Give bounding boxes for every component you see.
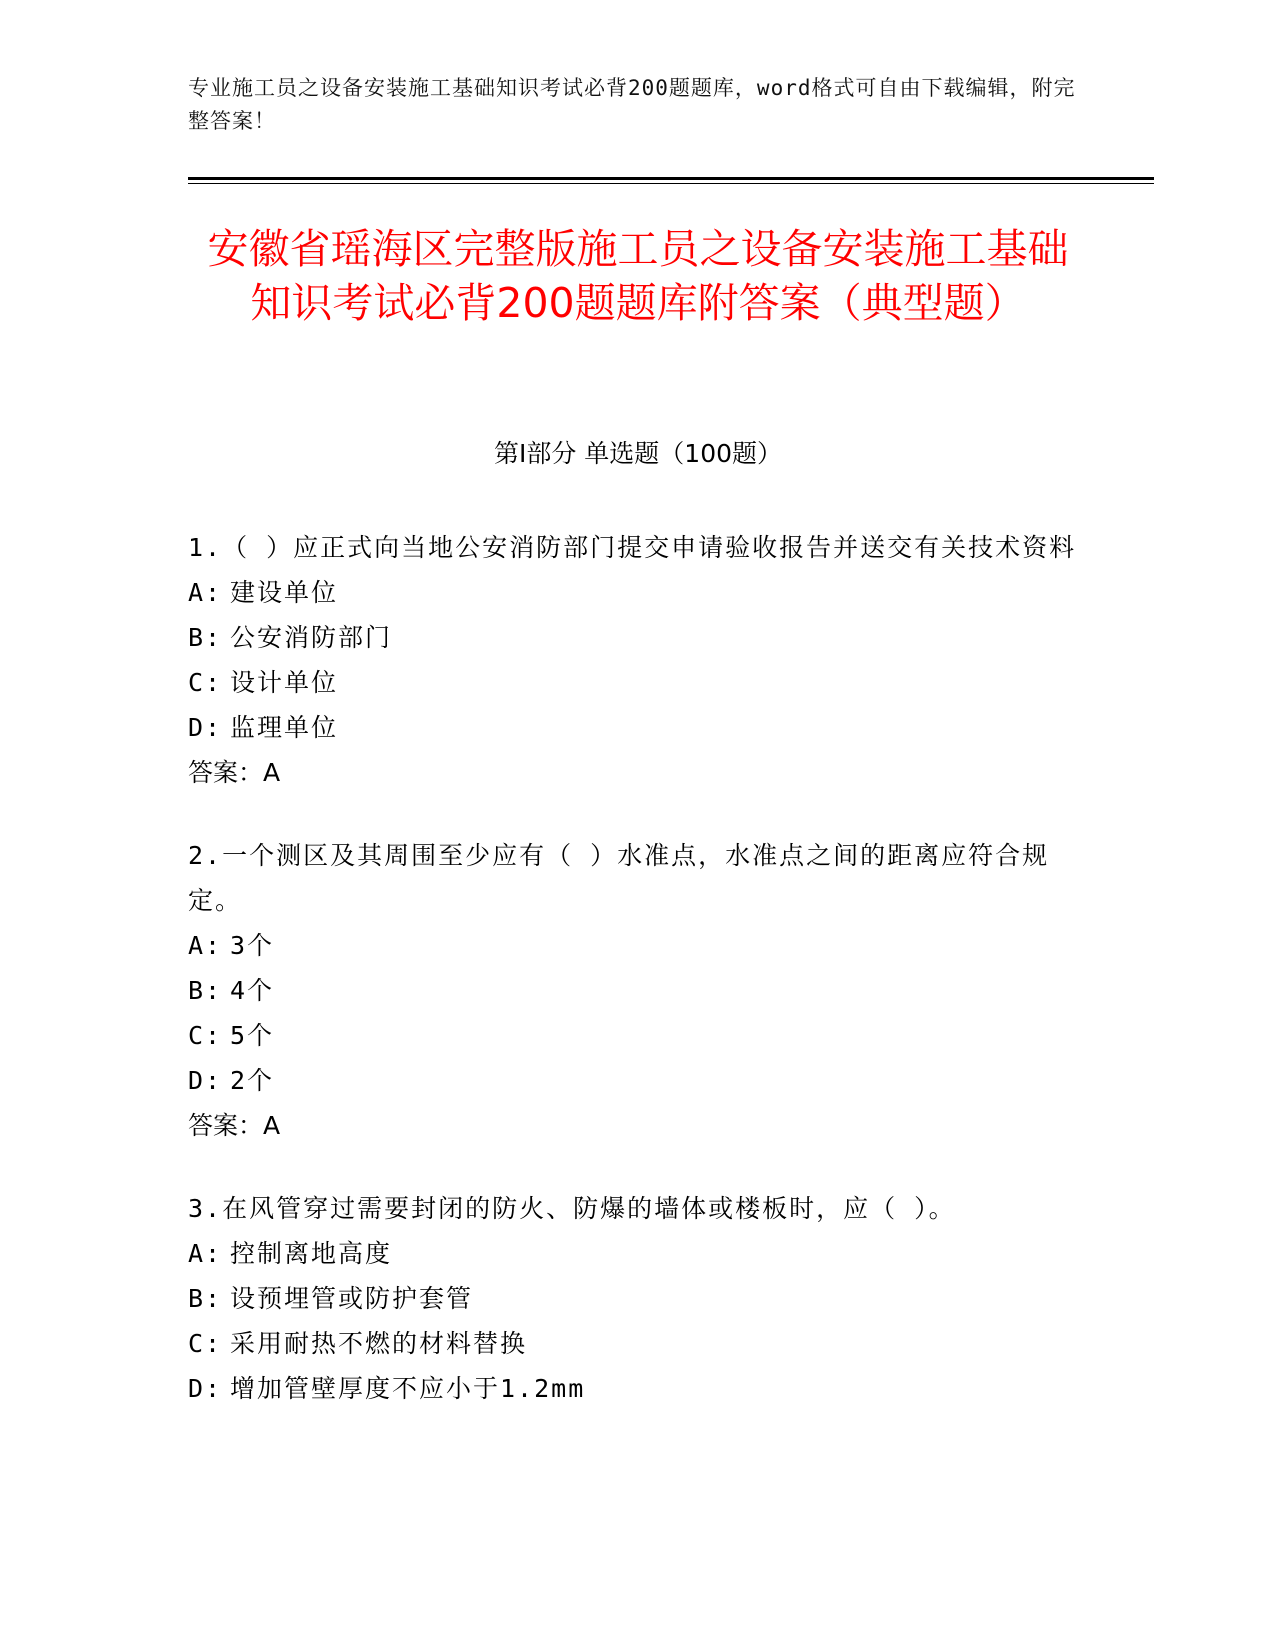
option-key: B: bbox=[188, 623, 223, 652]
option-c bbox=[188, 660, 1088, 705]
option-a bbox=[188, 1231, 1088, 1276]
option-a bbox=[188, 923, 1088, 968]
option-b bbox=[188, 968, 1088, 1013]
header-divider-thin bbox=[188, 183, 1154, 184]
header-note: 专业施工员之设备安装施工基础知识考试必背200题题库，word格式可自由下载编辑，附完整答案！ bbox=[188, 76, 1076, 133]
option-key: C: bbox=[188, 1329, 223, 1358]
option-c bbox=[188, 1321, 1088, 1366]
option-text: 采用耐热不燃的材料替换 bbox=[230, 1329, 528, 1358]
option-text: 3个 bbox=[230, 931, 275, 960]
option-key: C: bbox=[188, 668, 223, 697]
question-stem: 2.一个测区及其周围至少应有（ ）水准点，水准点之间的距离应符合规定。 bbox=[188, 841, 1050, 915]
option-text: 监理单位 bbox=[230, 713, 339, 742]
option-d bbox=[188, 1058, 1088, 1103]
option-text: 4个 bbox=[230, 976, 275, 1005]
option-key: B: bbox=[188, 1284, 223, 1313]
option-key: D: bbox=[188, 713, 223, 742]
option-key: A: bbox=[188, 1239, 223, 1268]
option-b bbox=[188, 615, 1088, 660]
option-text: 建设单位 bbox=[230, 578, 339, 607]
option-text: 5个 bbox=[230, 1021, 275, 1050]
option-key: D: bbox=[188, 1374, 223, 1403]
section-title: 第Ⅰ部分 单选题（100题） bbox=[493, 439, 783, 468]
option-text: 设计单位 bbox=[230, 668, 339, 697]
question-2 bbox=[188, 833, 1088, 1148]
option-key: A: bbox=[188, 578, 223, 607]
option-text: 2个 bbox=[230, 1066, 275, 1095]
question-stem: 1.（ ）应正式向当地公安消防部门提交申请验收报告并送交有关技术资料 bbox=[188, 533, 1077, 562]
option-key: A: bbox=[188, 931, 223, 960]
option-text: 控制离地高度 bbox=[230, 1239, 393, 1268]
answer-line: 答案：A bbox=[188, 758, 281, 787]
header-divider-thick bbox=[188, 177, 1154, 180]
option-b bbox=[188, 1276, 1088, 1321]
question-stem: 3.在风管穿过需要封闭的防火、防爆的墙体或楼板时，应（ ）。 bbox=[188, 1194, 956, 1223]
option-key: D: bbox=[188, 1066, 223, 1095]
option-key: C: bbox=[188, 1021, 223, 1050]
option-c bbox=[188, 1013, 1088, 1058]
option-key: B: bbox=[188, 976, 223, 1005]
answer-line: 答案：A bbox=[188, 1111, 281, 1140]
option-a bbox=[188, 570, 1088, 615]
option-text: 设预埋管或防护套管 bbox=[230, 1284, 474, 1313]
option-text: 增加管壁厚度不应小于1.2mm bbox=[230, 1374, 586, 1403]
document-title: 安徽省瑶海区完整版施工员之设备安装施工基础知识考试必背200题题库附答案（典型题） bbox=[207, 225, 1069, 327]
question-list bbox=[188, 525, 1088, 1449]
option-d bbox=[188, 1366, 1088, 1411]
option-d bbox=[188, 705, 1088, 750]
option-text: 公安消防部门 bbox=[230, 623, 393, 652]
question-3 bbox=[188, 1186, 1088, 1411]
question-1 bbox=[188, 525, 1088, 795]
